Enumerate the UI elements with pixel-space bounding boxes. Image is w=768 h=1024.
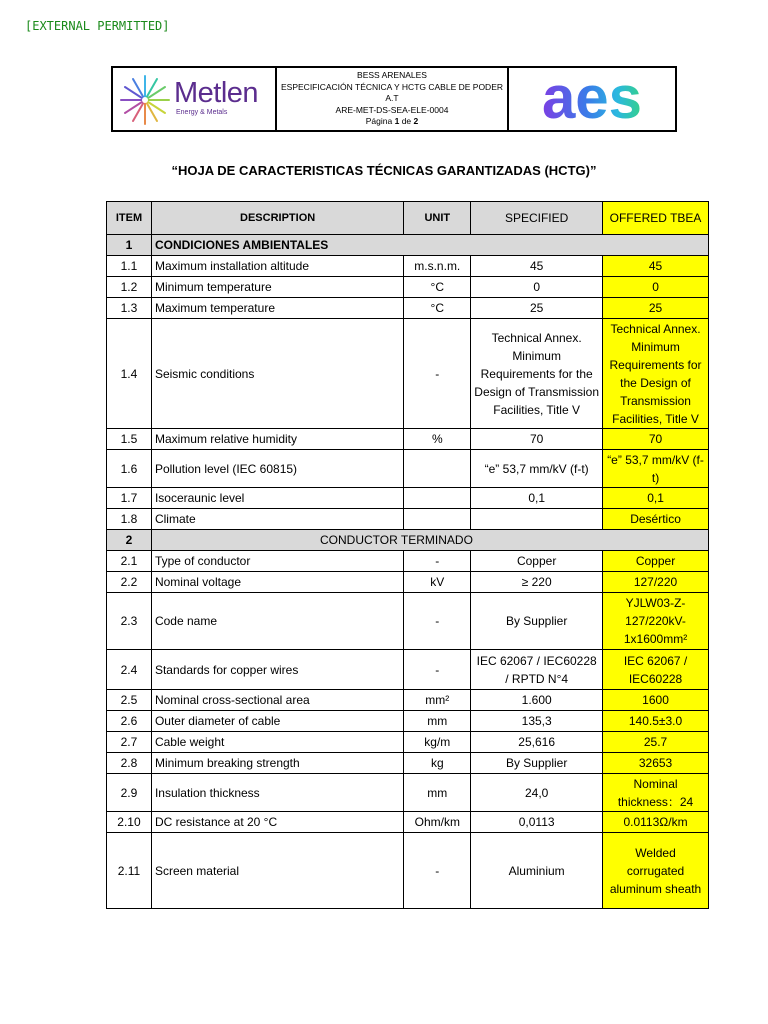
row-specified: 0,1 — [471, 488, 603, 509]
row-offered: YJLW03-Z-127/220kV-1x1600mm² — [603, 593, 709, 650]
header-offered: OFFERED TBEA — [603, 202, 709, 235]
header-item: ITEM — [107, 202, 152, 235]
row-offered: 0.0113Ω/km — [603, 812, 709, 833]
row-item: 2.1 — [107, 551, 152, 572]
table-row — [107, 572, 709, 593]
row-offered: Technical Annex. Minimum Requirements for the Design of Transmission Facilities, Title V — [603, 319, 709, 429]
row-item: 1.6 — [107, 450, 152, 488]
row-specified: By Supplier — [471, 753, 603, 774]
row-unit — [404, 509, 471, 530]
document-title-cont: A.T — [385, 93, 399, 104]
row-specified: Technical Annex. Minimum Requirements for the Design of Transmission Facilities, Title V — [471, 319, 603, 429]
page-of: de — [401, 116, 412, 127]
section-title: CONDICIONES AMBIENTALES — [151, 235, 708, 256]
row-description: Insulation thickness — [151, 774, 403, 812]
section-title: CONDUCTOR TERMINADO — [151, 530, 708, 551]
metlen-subtitle: Energy & Metals — [176, 109, 228, 116]
row-item: 1.7 — [107, 488, 152, 509]
row-offered: 0 — [603, 277, 709, 298]
row-specified: 0,0113 — [471, 812, 603, 833]
row-unit — [404, 450, 471, 488]
table-row — [107, 833, 709, 909]
row-item: 2.6 — [107, 711, 152, 732]
project-name: BESS ARENALES — [357, 70, 427, 81]
row-unit: mm — [404, 711, 471, 732]
row-unit: mm — [404, 774, 471, 812]
row-specified: By Supplier — [471, 593, 603, 650]
row-unit: - — [404, 593, 471, 650]
row-item: 1.2 — [107, 277, 152, 298]
row-item: 2.5 — [107, 690, 152, 711]
row-description: Cable weight — [151, 732, 403, 753]
document-title: ESPECIFICACIÓN TÉCNICA Y HCTG CABLE DE PODER — [281, 81, 503, 92]
row-description: Climate — [151, 509, 403, 530]
row-offered: Welded corrugated aluminum sheath — [603, 833, 709, 909]
section-row — [107, 530, 709, 551]
page-total: 2 — [413, 116, 419, 127]
row-specified: 45 — [471, 256, 603, 277]
row-offered: Copper — [603, 551, 709, 572]
section-number: 1 — [107, 235, 152, 256]
row-description: Maximum installation altitude — [151, 256, 403, 277]
page-number: 1 — [394, 116, 400, 127]
table-row — [107, 732, 709, 753]
row-unit: kg — [404, 753, 471, 774]
header-specified: SPECIFIED — [471, 202, 603, 235]
hctg-table — [106, 201, 709, 909]
metlen-wordmark: Metlen — [174, 77, 259, 109]
row-specified: 25 — [471, 298, 603, 319]
row-description: Maximum temperature — [151, 298, 403, 319]
table-row — [107, 593, 709, 650]
row-description: Seismic conditions — [151, 319, 403, 429]
row-description: Isoceraunic level — [151, 488, 403, 509]
row-specified: 70 — [471, 429, 603, 450]
row-description: Code name — [151, 593, 403, 650]
row-item: 1.8 — [107, 509, 152, 530]
table-row — [107, 319, 709, 429]
table-row — [107, 509, 709, 530]
row-unit: % — [404, 429, 471, 450]
metlen-logo — [113, 68, 277, 130]
table-row — [107, 753, 709, 774]
table-row — [107, 256, 709, 277]
row-offered: IEC 62067 / IEC60228 — [603, 650, 709, 690]
row-unit: Ohm/km — [404, 812, 471, 833]
row-specified: Aluminium — [471, 833, 603, 909]
row-offered: “e” 53,7 mm/kV (f-t) — [603, 450, 709, 488]
row-offered: 1600 — [603, 690, 709, 711]
row-specified — [471, 509, 603, 530]
row-description: Type of conductor — [151, 551, 403, 572]
table-row — [107, 298, 709, 319]
page-title: “HOJA DE CARACTERISTICAS TÉCNICAS GARANTIZADAS (HCTG)” — [171, 163, 597, 178]
table-row — [107, 450, 709, 488]
row-description: Nominal cross-sectional area — [151, 690, 403, 711]
row-description: Maximum relative humidity — [151, 429, 403, 450]
row-item: 2.7 — [107, 732, 152, 753]
row-unit: °C — [404, 277, 471, 298]
table-row — [107, 774, 709, 812]
table-row — [107, 429, 709, 450]
row-offered: 25 — [603, 298, 709, 319]
row-unit: °C — [404, 298, 471, 319]
row-unit: kg/m — [404, 732, 471, 753]
page-word: Página — [365, 116, 393, 127]
row-specified: 135,3 — [471, 711, 603, 732]
row-description: Standards for copper wires — [151, 650, 403, 690]
row-item: 2.9 — [107, 774, 152, 812]
header-description: DESCRIPTION — [151, 202, 403, 235]
aes-logo-icon — [509, 68, 675, 130]
row-specified: ≥ 220 — [471, 572, 603, 593]
row-item: 1.1 — [107, 256, 152, 277]
document-header — [111, 66, 677, 132]
row-offered: 140.5±3.0 — [603, 711, 709, 732]
row-specified: 24,0 — [471, 774, 603, 812]
row-item: 2.8 — [107, 753, 152, 774]
aes-logo — [509, 68, 675, 130]
row-specified: 25,616 — [471, 732, 603, 753]
section-row — [107, 235, 709, 256]
aes-wordmark: aes — [541, 68, 643, 130]
row-item: 2.11 — [107, 833, 152, 909]
row-specified: Copper — [471, 551, 603, 572]
row-specified: 1.600 — [471, 690, 603, 711]
table-row — [107, 711, 709, 732]
table-row — [107, 812, 709, 833]
table-row — [107, 488, 709, 509]
row-description: DC resistance at 20 °C — [151, 812, 403, 833]
row-unit: mm² — [404, 690, 471, 711]
row-description: Minimum breaking strength — [151, 753, 403, 774]
page-indicator — [366, 116, 419, 128]
row-specified: IEC 62067 / IEC60228 / RPTD N°4 — [471, 650, 603, 690]
header-info — [277, 68, 509, 130]
table-row — [107, 277, 709, 298]
table-header-row — [107, 202, 709, 235]
row-unit: - — [404, 319, 471, 429]
section-number: 2 — [107, 530, 152, 551]
row-offered: 0,1 — [603, 488, 709, 509]
row-offered: 45 — [603, 256, 709, 277]
row-description: Minimum temperature — [151, 277, 403, 298]
row-unit: kV — [404, 572, 471, 593]
row-specified: 0 — [471, 277, 603, 298]
row-item: 1.4 — [107, 319, 152, 429]
row-unit — [404, 488, 471, 509]
row-item: 1.5 — [107, 429, 152, 450]
row-unit: m.s.n.m. — [404, 256, 471, 277]
row-item: 1.3 — [107, 298, 152, 319]
row-offered: 25.7 — [603, 732, 709, 753]
header-unit: UNIT — [404, 202, 471, 235]
row-description: Pollution level (IEC 60815) — [151, 450, 403, 488]
row-description: Nominal voltage — [151, 572, 403, 593]
row-item: 2.2 — [107, 572, 152, 593]
metlen-burst-icon — [119, 73, 171, 127]
row-item: 2.3 — [107, 593, 152, 650]
table-row — [107, 551, 709, 572]
row-item: 2.4 — [107, 650, 152, 690]
row-item: 2.10 — [107, 812, 152, 833]
table-row — [107, 650, 709, 690]
row-description: Outer diameter of cable — [151, 711, 403, 732]
row-offered: 32653 — [603, 753, 709, 774]
external-permitted-tag: [EXTERNAL PERMITTED] — [25, 19, 170, 33]
row-offered: Desértico — [603, 509, 709, 530]
document-code: ARE-MET-DS-SEA-ELE-0004 — [335, 104, 449, 115]
table-row — [107, 690, 709, 711]
row-unit: - — [404, 551, 471, 572]
row-unit: - — [404, 833, 471, 909]
row-offered: Nominal thickness：24 — [603, 774, 709, 812]
row-specified: “e” 53,7 mm/kV (f-t) — [471, 450, 603, 488]
row-offered: 127/220 — [603, 572, 709, 593]
row-offered: 70 — [603, 429, 709, 450]
row-unit: - — [404, 650, 471, 690]
row-description: Screen material — [151, 833, 403, 909]
